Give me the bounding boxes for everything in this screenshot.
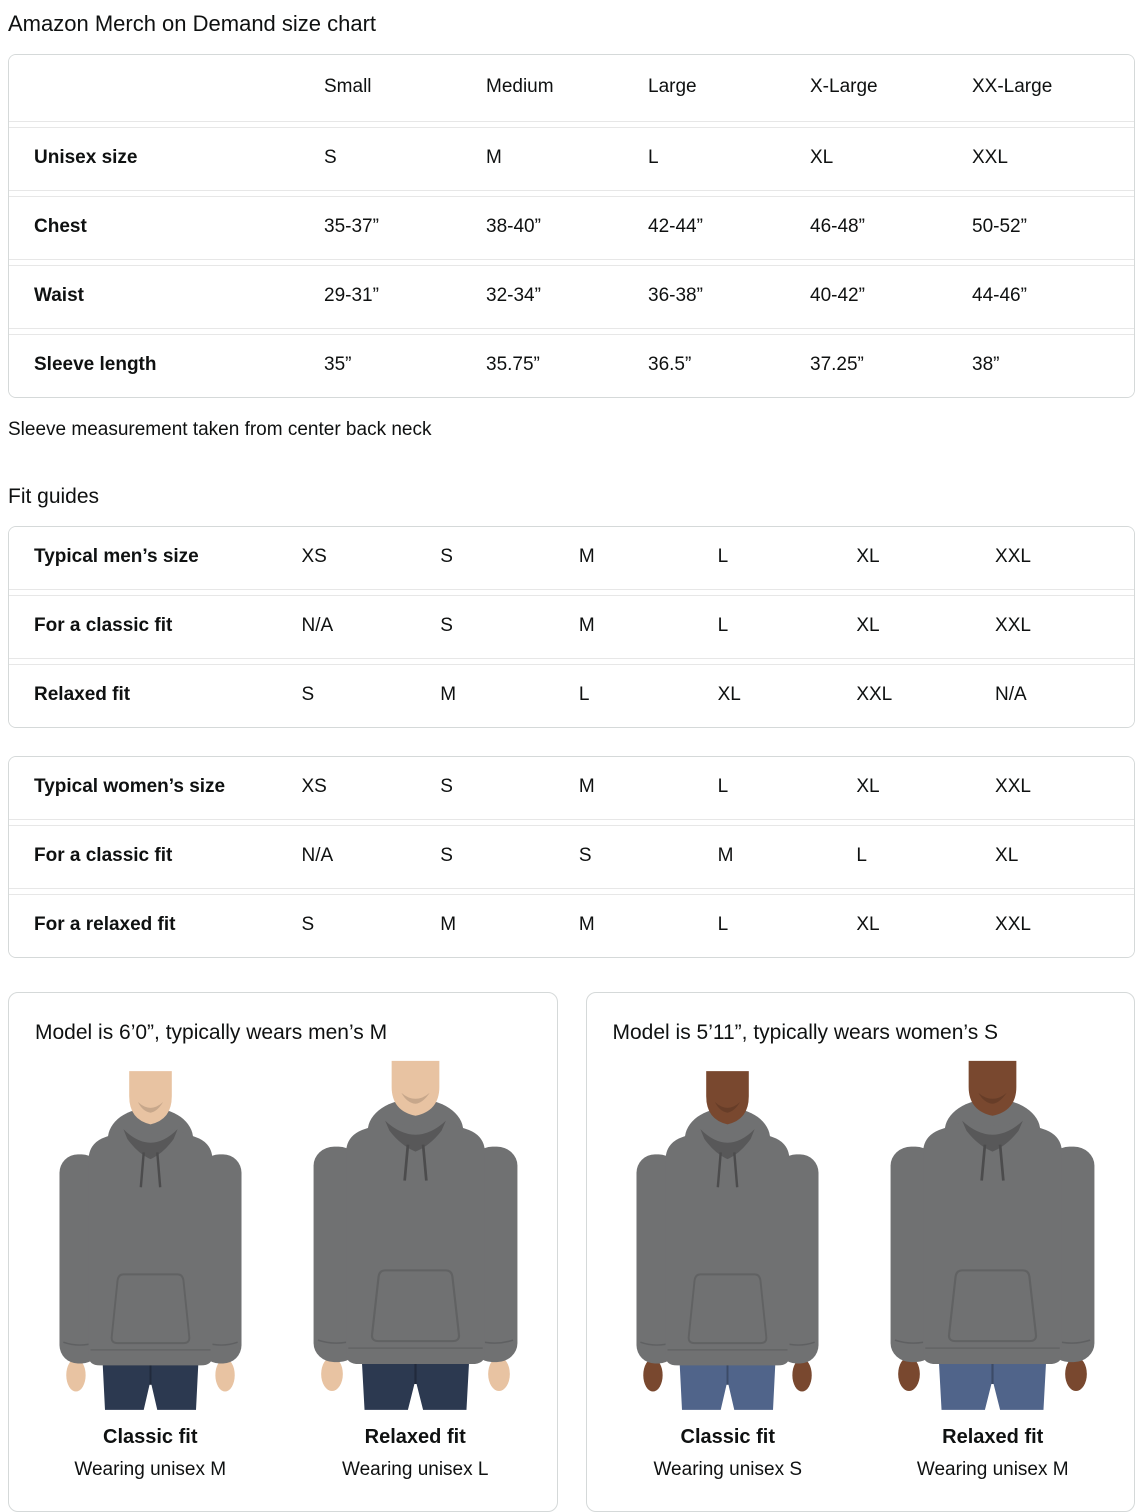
cell-value: XXL — [972, 147, 1008, 169]
table-row-sleeve-length — [9, 334, 1134, 397]
fit-guide-women-table — [8, 756, 1135, 958]
cell-value: 35” — [324, 354, 352, 376]
cell-value: N/A — [301, 615, 334, 637]
figure-women-relaxed — [886, 1071, 1099, 1481]
cell-value: M — [717, 845, 734, 867]
cell-value: XS — [301, 776, 327, 798]
cell-value: 38” — [972, 354, 1000, 376]
cell-value: N/A — [995, 684, 1027, 706]
figure-men-classic — [44, 1071, 257, 1481]
cell-value: S — [440, 615, 453, 637]
column-header-small: Small — [324, 76, 372, 98]
cell-value: M — [578, 615, 595, 637]
row-label: Chest — [34, 216, 87, 238]
row-label: Unisex size — [34, 147, 138, 169]
column-header-x-large: X-Large — [810, 76, 878, 98]
cell-value: L — [717, 615, 729, 637]
cell-value: 35.75” — [486, 354, 540, 376]
cell-value: XL — [856, 914, 880, 936]
row-label: For a relaxed fit — [34, 914, 176, 936]
model-card-men — [8, 992, 558, 1512]
cell-value: M — [440, 914, 457, 936]
row-label: Relaxed fit — [34, 684, 131, 706]
row-label: Typical women’s size — [34, 776, 226, 798]
model-cards-row — [8, 992, 1135, 1512]
table-row-waist — [9, 265, 1134, 329]
cell-value: 38-40” — [486, 216, 541, 238]
cell-value: XL — [856, 615, 880, 637]
cell-value: 42-44” — [648, 216, 703, 238]
figure-men-relaxed — [309, 1071, 522, 1481]
table-row-men-classic-fit — [9, 595, 1134, 659]
column-header-xx-large: XX-Large — [972, 76, 1053, 98]
table-row-women-relaxed-fit — [9, 894, 1134, 957]
cell-value: L — [578, 684, 590, 706]
cell-value: S — [578, 845, 592, 867]
table-row-unisex-size — [9, 127, 1134, 191]
cell-value: 36-38” — [648, 285, 703, 307]
row-label: For a classic fit — [34, 845, 173, 867]
cell-value: XL — [995, 845, 1019, 867]
cell-value: XL — [856, 546, 880, 568]
model-card-men-title: Model is 6’0”, typically wears men’s M — [35, 1020, 388, 1044]
male-model-relaxed-fit-photo — [309, 1071, 522, 1410]
cell-value: L — [648, 147, 659, 169]
cell-value: XL — [810, 147, 834, 169]
cell-value: M — [578, 776, 595, 798]
cell-value: XXL — [856, 684, 893, 706]
fit-guide-men-table — [8, 526, 1135, 728]
page-title: Amazon Merch on Demand size chart — [8, 11, 377, 36]
cell-value: 36.5” — [648, 354, 692, 376]
cell-value: M — [578, 914, 595, 936]
table-row-typical-womens-size — [9, 757, 1134, 820]
cell-value: 50-52” — [972, 216, 1027, 238]
row-label: Sleeve length — [34, 354, 157, 376]
column-header-medium: Medium — [486, 76, 554, 98]
table-row-men-relaxed-fit — [9, 664, 1134, 727]
model-card-men-figures — [25, 1071, 541, 1481]
model-card-women-title: Model is 5’11”, typically wears women’s S — [612, 1020, 999, 1044]
row-label: Typical men’s size — [34, 546, 199, 568]
cell-value: S — [324, 147, 337, 169]
row-label: Waist — [34, 285, 84, 307]
cell-value: L — [717, 914, 729, 936]
size-chart-table — [8, 54, 1135, 398]
female-model-classic-fit-photo — [621, 1071, 834, 1410]
cell-value: 35-37” — [324, 216, 379, 238]
female-model-relaxed-fit-photo — [886, 1071, 1099, 1410]
model-card-women-figures — [603, 1071, 1119, 1481]
cell-value: M — [486, 147, 502, 169]
cell-value: M — [578, 546, 595, 568]
table-row-typical-mens-size — [9, 527, 1134, 590]
table-row-chest — [9, 196, 1134, 260]
wearing-label: Wearing unisex M — [916, 1458, 1069, 1480]
figure-women-classic — [621, 1071, 834, 1481]
cell-value: 32-34” — [486, 285, 541, 307]
cell-value: L — [717, 546, 729, 568]
cell-value: S — [301, 914, 315, 936]
cell-value: S — [440, 776, 453, 798]
table-row-women-classic-fit — [9, 825, 1134, 889]
column-header-large: Large — [648, 76, 697, 98]
fit-label: Classic fit — [103, 1425, 198, 1448]
cell-value: S — [440, 845, 453, 867]
cell-value: 29-31” — [324, 285, 379, 307]
fit-label: Relaxed fit — [942, 1425, 1044, 1448]
cell-value: S — [301, 684, 315, 706]
cell-value: L — [717, 776, 729, 798]
cell-value: XXL — [995, 546, 1031, 568]
cell-value: 44-46” — [972, 285, 1027, 307]
fit-guides-heading: Fit guides — [8, 484, 100, 508]
cell-value: XL — [717, 684, 741, 706]
wearing-label: Wearing unisex M — [74, 1458, 227, 1480]
size-chart-header-row — [9, 55, 1134, 122]
model-card-women — [586, 992, 1136, 1512]
sleeve-measurement-note: Sleeve measurement taken from center back neck — [8, 418, 432, 440]
row-label: For a classic fit — [34, 615, 173, 637]
cell-value: XXL — [995, 914, 1031, 936]
fit-label: Classic fit — [680, 1425, 775, 1448]
cell-value: S — [440, 546, 453, 568]
cell-value: N/A — [301, 845, 334, 867]
cell-value: 37.25” — [810, 354, 864, 376]
cell-value: XL — [856, 776, 880, 798]
cell-value: XXL — [995, 776, 1031, 798]
male-model-classic-fit-photo — [44, 1071, 257, 1410]
cell-value: XS — [301, 546, 327, 568]
cell-value: L — [856, 845, 867, 867]
cell-value: M — [440, 684, 457, 706]
cell-value: 46-48” — [810, 216, 865, 238]
wearing-label: Wearing unisex L — [342, 1458, 489, 1480]
wearing-label: Wearing unisex S — [653, 1458, 803, 1480]
cell-value: 40-42” — [810, 285, 865, 307]
fit-label: Relaxed fit — [364, 1425, 466, 1448]
cell-value: XXL — [995, 615, 1031, 637]
